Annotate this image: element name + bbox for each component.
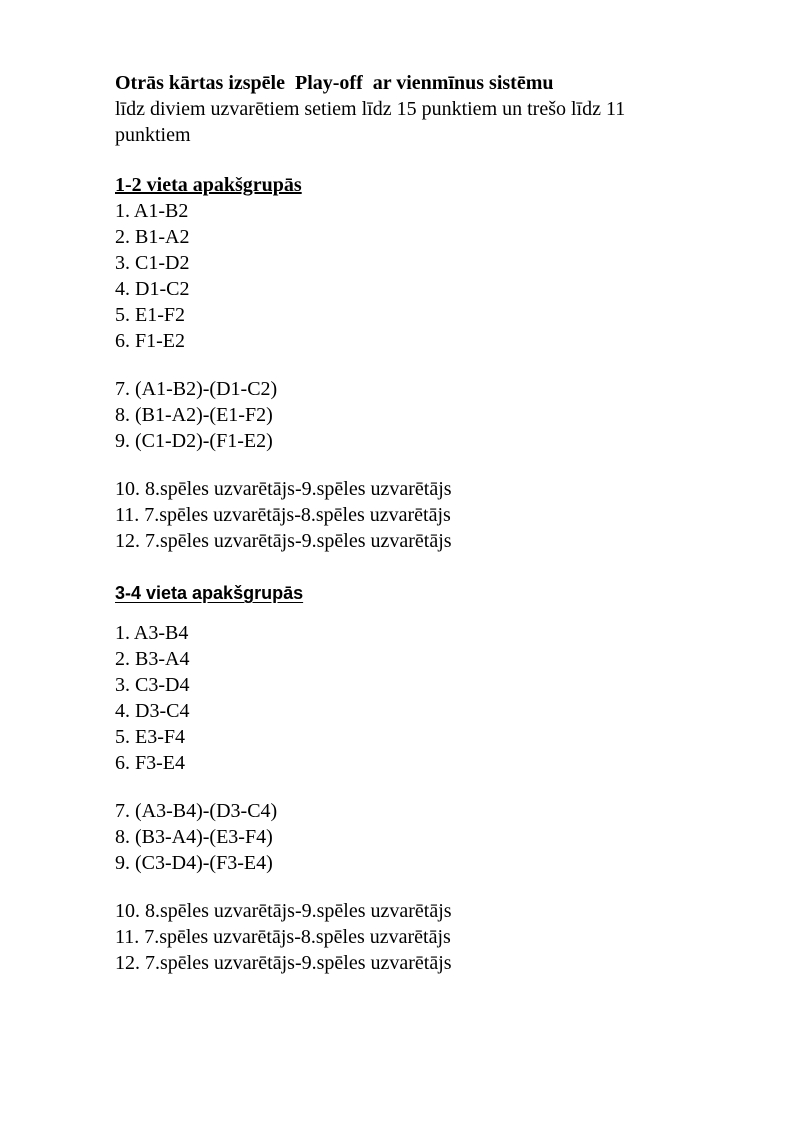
match-line: 5. E1-F2 [115,304,185,326]
match-line: 8. (B3-A4)-(E3-F4) [115,826,273,848]
match-line: 9. (C3-D4)-(F3-E4) [115,852,273,874]
section1-games-1-6 [115,198,680,354]
match-line: 1. A3-B4 [115,622,189,644]
match-line: 9. (C1-D2)-(F1-E2) [115,430,273,452]
section2-games-1-6 [115,620,680,776]
match-line: 10. 8.spēles uzvarētājs-9.spēles uzvarētājs [115,478,452,500]
match-line: 11. 7.spēles uzvarētājs-8.spēles uzvarētājs [115,926,451,948]
match-line: 7. (A3-B4)-(D3-C4) [115,800,278,822]
match-line: 6. F3-E4 [115,752,185,774]
document-subtitle: līdz diviem uzvarētiem setiem līdz 15 punktiem un trešo līdz 11 punktiem [115,98,626,146]
section1-games-10-12 [115,476,680,554]
match-line: 4. D1-C2 [115,278,190,300]
section-heading-3-4-vieta: 3-4 vieta apakšgrupās [115,583,304,603]
section2-games-7-9 [115,798,680,876]
match-line: 12. 7.spēles uzvarētājs-9.spēles uzvarētājs [115,530,452,552]
match-line: 6. F1-E2 [115,330,185,352]
match-line: 12. 7.spēles uzvarētājs-9.spēles uzvarētājs [115,952,452,974]
match-line: 2. B3-A4 [115,648,190,670]
match-line: 5. E3-F4 [115,726,185,748]
section2-games-10-12 [115,898,680,976]
section-heading-1-2-vieta: 1-2 vieta apakšgrupās [115,174,302,196]
match-line: 8. (B1-A2)-(E1-F2) [115,404,273,426]
match-line: 2. B1-A2 [115,226,190,248]
document-title: Otrās kārtas izspēle Play-off ar vienmīnus sistēmu [115,72,554,94]
match-line: 3. C3-D4 [115,674,190,696]
match-line: 1. A1-B2 [115,200,189,222]
section1-games-7-9 [115,376,680,454]
match-line: 11. 7.spēles uzvarētājs-8.spēles uzvarētājs [115,504,451,526]
match-line: 10. 8.spēles uzvarētājs-9.spēles uzvarētājs [115,900,452,922]
match-line: 3. C1-D2 [115,252,190,274]
match-line: 7. (A1-B2)-(D1-C2) [115,378,278,400]
match-line: 4. D3-C4 [115,700,190,722]
